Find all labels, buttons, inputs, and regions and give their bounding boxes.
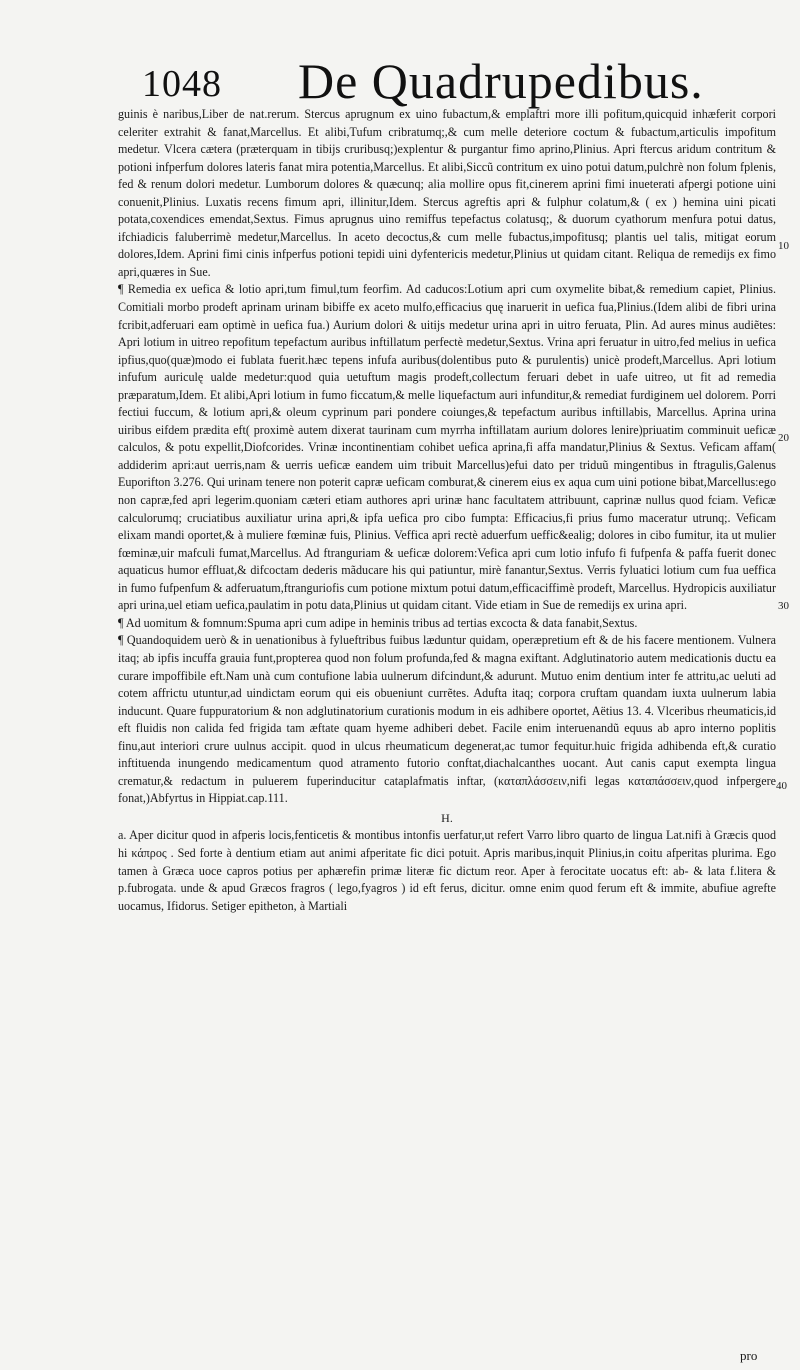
main-text [118, 106, 776, 915]
paragraph-bladder-urine-remedies: ¶ Remedia ex uefica & lotio apri,tum fimul,tum feorfim. Ad caducos:Lotium apri cum oxymelite bibat,& remedium capiet, Plinius. Comitiali morbo prodeft aprinam urinam bibiffe ex aceto mulfo,efficacius quę inaruerit in uefica fua,Plinius.(Idem alibi de fibri urina fcribit,adferuari eam optimè in uefica fua.) Aurium dolori & uitijs medetur urina apri in uitro feruata, Plin. Ad aures minus audiẽtes: Apri lotium in uitreo repofitum tepefactum auribus inftillatum perfectè medetur,Sextus. Vrina apri feruatur in uitro,fed melius in uefica ipfius,quo(quæ)modo ei fublata fuerit.hæc tepens infufa auribus(dolentibus puto & purulentis) unicè prodeft,Marcellus. Apri lotium infufum auriculę ualde medetur:quod quia uetuftum magis prodeft,collectum feruari debet in uafe uitreo, ut fit ad remedia præparatum,Idem. Et alibi,Apri lotium in fumo ficcatum,& melle liquefactum auri infunditur,& remediat furdiginem uel dolorem. Porri fectiui fuccum, & lotium apri,& oleum cyprinum pari pondere coiunges,& tepefactum auribus inftillabis, Marcellus. Aprina urina uiribus eifdem prædita eft( proximè autem dixerat taurinam cum myrrha inftillatam aurium dolores lenire)priuatim comminuit ueficæ calculos, & potu expellit,Diofcorides. Vrinæ incontinentiam cohibet uefica aprina,fi affa mandatur,Plinius & Sextus. Veficam affam( addiderim apri:aut uerris,nam & uerris ueficæ eandem uim tribuit Marcellus)efui dato per triduũ mingentibus in ftragulis,Galenus Euporifton 3.276. Qui urinam tenere non poterit capræ ueficam comburat,& cinerem eius ex aqua cum uini potione bibat,Marcellus:ego non capræ,fed apri legerim.quoniam cæteri etiam authores apri urinæ hanc facultatem attribuunt, caprinæ nullus quod fciam. Veficæ calculorumq; cruciatibus auxiliatur urina apri,& ipfa uefica pro cibo fumpta: Efficacius,fi prius fumo maceratur utrunq;. Veficam elixam mandi oportet,& à muliere fœminæ fuis, Plinius. Veffica apri rectè aduerfum ueffic&ealig; dolores in cibo fumitur, ita ut mulier fœminæ,uir mafculi fumat,Marcellus. Ad ftranguriam & ueficæ dolorem:Vefica apri cum lotio infufo fi fufpenfa & paffa fuerit donec aquaticus humor effluat,& difcoctam dederis mãducare his qui patiuntur, mirè fanantur,Sextus. Verris fyluatici lotium cum fua ueffica in fumo fufpenfum & adferuatum,ftranguriofis cum potione mixtum potui datum,efficaciffimè prodeft, Marcellus. Hydropicis auxiliatur apri urina,uel etiam uefica,paulatim in potu data,Plinius ut quidam citant. Vide etiam in Sue de remedijs ex urina apri. [118, 282, 776, 613]
paragraph-dung-remedies: guinis è naribus,Liber de nat.rerum. Stercus aprugnum ex uino fubactum,& emplaftri more illi pofitum,quicquid inhæferit corpori celeriter extrahit & fanat,Marcellus. Et alibi,Tufum cribratumq;,& cum melle deteriore coctum & fubactum,articulis impofitum medetur. Vlcera cætera (præterquam in tibijs cruribusq;)explentur & purgantur fimo aprino,Plinius. Apri ftercus aridum contritum & potioni infperfum dolores lateris fanat mira potentia,Marcellus. Et alibi,Siccũ contritum ex uino potui datum,pulchrè non folum fplenis, fed & renum dolori medetur. Lumborum dolores & quæcunq; alia mollire opus fit,cinerem aprini fimi inueterati afpergi potione uini conuenit,Plinius. Luxatis recens fimum apri, illinitur,Idem. Stercus agreftis apri & fulphur colatum,& ( ex ) hemina uini picati potata,coxendices emendat,Sextus. Fimus aprugnus uino remiffus tepefactus colatusq;, & duorum cyathorum menfura potui datus, ifchiadicis faluberrimè medetur,Marcellus. In aceto decoctus,& cum melle fubactus,impofitusq; plantis uel talis, mitigat eorum dolores,Idem. Aprini fimi cinis infperfus potioni tepidi uini dyfentericis medetur,Plinius ut quidam citant. Reliqua de remedijs ex fimo apri,quæres in Sue. [118, 107, 776, 279]
margin-line-number: 20 [778, 432, 789, 444]
margin-line-number: 30 [778, 600, 789, 612]
paragraph-hunting-wounds: ¶ Quandoquidem uerò & in uenationibus à fylueftribus fuibus læduntur quidam, operæpretium eft & de his facere mentionem. Vulnera itaq; ab ipfis incuffa grauia funt,propterea quod non folum profunda,fed & magna exiftant. Adglutinatorio autem medicationis ductu ea curare impoffibile eft.Nam unà cum contufione labia uulnerum difcindunt,& adurunt. Mutuo enim dentium inter fe attritu,ac ueluti ad cotem affrictu utuntur,ad uindictam eorum qui eis obueniunt currẽtes. Adufta itaq; corpora cruftam quandam iuxta uulnerum labia inducunt. Quare fuppuratorium & non adglutinatorium curationis modum in eis adhibere oportet, Aëtius 13. 4. Vlceribus rheumaticis,id eft fluidis non calida fed frigida tam æftate quam hyeme adhiberi debet. Facile enim interuenandũ equus ab apro interno poplitis finu,aut interiori crure uulnus accipit. quod in ulcus rheumaticum degenerat,ac tumor fequitur.huic frigida adhibenda eft,& curatio inftituenda inungendo medicamentum quod atramento futorio conftat,diachalcanthes uocant. Aut canis caput exempta lingua crematur,& redactum in puluerem fuperinducitur cataplafmatis inftar, (καταπλάσσειν,nifi legas καταπάσσειν,quod infpergere fonat,)Abfyrtus in Hippiat.cap.111. [118, 633, 776, 806]
margin-line-number: 10 [778, 240, 789, 252]
section-letter: H. [441, 810, 453, 825]
page-header [142, 52, 704, 109]
paragraph-vomit-sleep: ¶ Ad uomitum & fomnum:Spuma apri cum adipe in heminis tribus ad tertias excocta & data fanabit,Sextus. [118, 615, 638, 630]
margin-line-number: 40 [776, 780, 787, 792]
footnote-etymology: a. Aper dicitur quod in afperis locis,fenticetis & montibus intonfis uerfatur,ut refert Varro libro quarto de lingua Lat.nifi à Græcis quod hi κάπρος . Sed forte à dentium etiam aut animi afperitate fic dici potuit. Apris maribus,inquit Plinius,in coitu afperitas plurima. Ego tamen à Græca uoce capros potius per aphærefin primæ literæ fic dictum reor. Aper à ferocitate uocatus eft: ab- & lata f.litera & p.fubrogata. unde & apud Græcos fragros ( lego,fyagros ) id eft ferus, dicitur. omne enim quod ferum eft & immite, abufiue agrefte uocamus, Ifidorus. Setiger epitheton, à Martiali [118, 828, 776, 913]
page-number: 1048 [142, 63, 222, 105]
catchword: pro [740, 1348, 758, 1363]
running-title: De Quadrupedibus. [298, 53, 704, 109]
